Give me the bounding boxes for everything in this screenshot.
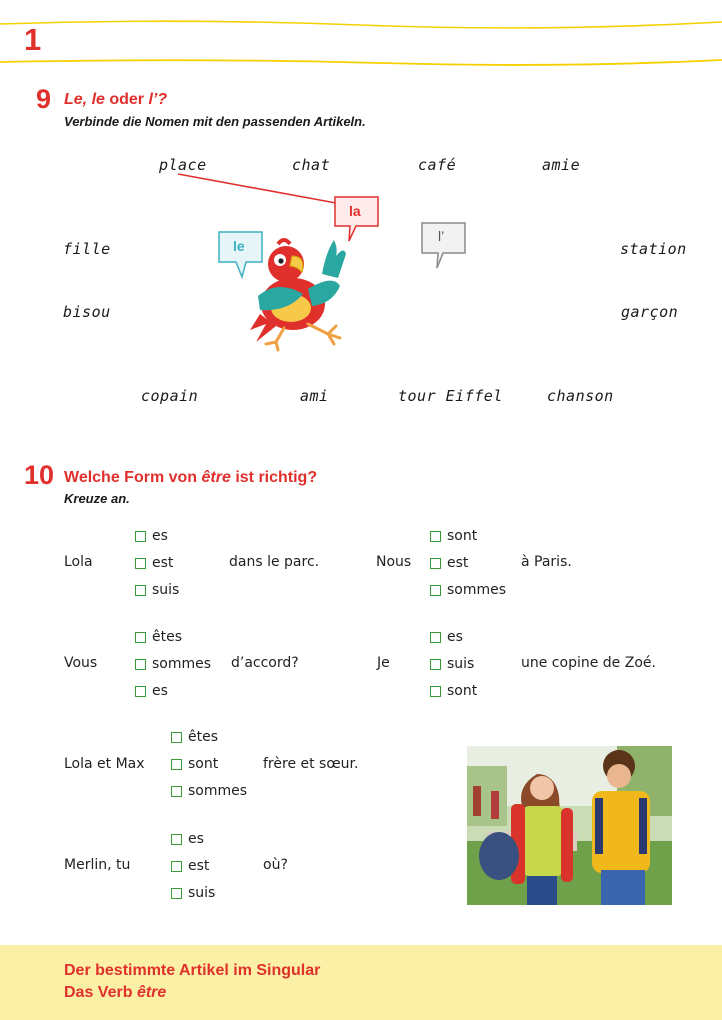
exercise-10-instruction: Kreuze an. bbox=[64, 491, 130, 506]
exercise-10-number: 10 bbox=[24, 460, 55, 490]
checkbox-icon[interactable] bbox=[171, 759, 182, 770]
noun-station[interactable]: station bbox=[620, 240, 687, 258]
option-checkbox[interactable] bbox=[171, 755, 247, 773]
option-checkbox[interactable] bbox=[171, 884, 215, 902]
option-checkbox[interactable] bbox=[171, 857, 215, 875]
option-label: êtes bbox=[188, 729, 219, 745]
checkbox-icon[interactable] bbox=[135, 686, 146, 697]
exercise-9-number: 9 bbox=[36, 84, 52, 114]
option-label: sont bbox=[447, 683, 478, 699]
checkbox-icon[interactable] bbox=[171, 888, 182, 899]
checkbox-icon[interactable] bbox=[135, 558, 146, 569]
option-checkbox[interactable] bbox=[135, 527, 179, 545]
noun-ami[interactable]: ami bbox=[300, 387, 329, 405]
parrot-illustration bbox=[248, 234, 363, 354]
title-part: l’? bbox=[148, 91, 168, 108]
option-label: est bbox=[152, 555, 174, 571]
option-checkbox[interactable] bbox=[171, 782, 247, 800]
checkbox-icon[interactable] bbox=[171, 732, 182, 743]
checkbox-icon[interactable] bbox=[430, 531, 441, 542]
checkbox-icon[interactable] bbox=[430, 632, 441, 643]
option-label: sommes bbox=[188, 783, 248, 799]
title-part: ist richtig? bbox=[230, 469, 318, 486]
noun-chanson[interactable]: chanson bbox=[547, 387, 614, 405]
checkbox-icon[interactable] bbox=[430, 585, 441, 596]
subject-label: Nous bbox=[376, 554, 412, 570]
sentence-rest: d’accord? bbox=[231, 655, 299, 671]
footer-topic-2-text: Das Verb bbox=[64, 984, 137, 1001]
option-label: est bbox=[447, 555, 469, 571]
option-group bbox=[430, 527, 506, 599]
title-part: oder bbox=[104, 91, 149, 108]
option-label: sommes bbox=[152, 656, 212, 672]
subject-label: Lola et Max bbox=[64, 756, 145, 772]
option-checkbox[interactable] bbox=[430, 628, 477, 646]
option-label: es bbox=[152, 528, 168, 544]
page-number: 1 bbox=[24, 22, 42, 57]
students-photo bbox=[467, 746, 672, 905]
option-checkbox[interactable] bbox=[430, 655, 477, 673]
sentence-rest: où? bbox=[263, 857, 288, 873]
checkbox-icon[interactable] bbox=[135, 659, 146, 670]
subject-label: Merlin, tu bbox=[64, 857, 131, 873]
option-group bbox=[430, 628, 477, 700]
option-label: est bbox=[188, 858, 210, 874]
option-label: sont bbox=[188, 756, 219, 772]
title-part: Welche Form von bbox=[64, 469, 202, 486]
option-checkbox[interactable] bbox=[430, 581, 506, 599]
option-checkbox[interactable] bbox=[171, 728, 247, 746]
option-label: es bbox=[188, 831, 204, 847]
option-checkbox[interactable] bbox=[430, 682, 477, 700]
footer-topic-2 bbox=[64, 984, 166, 1002]
noun-copain[interactable]: copain bbox=[141, 387, 199, 405]
noun-bisou[interactable]: bisou bbox=[63, 303, 111, 321]
option-label: êtes bbox=[152, 629, 183, 645]
sentence-rest: une copine de Zoé. bbox=[521, 655, 656, 671]
option-group bbox=[171, 830, 215, 902]
option-label: suis bbox=[447, 656, 475, 672]
exercise-9-instruction: Verbinde die Nomen mit den passenden Artikeln. bbox=[64, 114, 366, 129]
option-label: sommes bbox=[447, 582, 507, 598]
subject-label: Je bbox=[377, 655, 390, 671]
option-label: es bbox=[152, 683, 168, 699]
option-checkbox[interactable] bbox=[430, 554, 506, 572]
exercise-10-title bbox=[64, 469, 317, 487]
checkbox-icon[interactable] bbox=[430, 659, 441, 670]
option-checkbox[interactable] bbox=[135, 581, 179, 599]
option-label: suis bbox=[188, 885, 216, 901]
sentence-rest: dans le parc. bbox=[229, 554, 320, 570]
option-group bbox=[171, 728, 247, 800]
checkbox-icon[interactable] bbox=[135, 531, 146, 542]
checkbox-icon[interactable] bbox=[135, 632, 146, 643]
option-group bbox=[135, 628, 211, 700]
checkbox-icon[interactable] bbox=[135, 585, 146, 596]
sentence-rest: frère et sœur. bbox=[263, 756, 359, 772]
subject-label: Vous bbox=[64, 655, 98, 671]
footer-topic-2-verb: être bbox=[136, 984, 167, 1001]
footer-topic-1: Der bestimmte Artikel im Singular bbox=[64, 962, 321, 979]
title-part: Le, le bbox=[64, 91, 105, 108]
checkbox-icon[interactable] bbox=[430, 558, 441, 569]
noun-amie[interactable]: amie bbox=[542, 156, 581, 174]
noun-cafe[interactable]: café bbox=[418, 156, 457, 174]
checkbox-icon[interactable] bbox=[171, 834, 182, 845]
noun-place[interactable]: place bbox=[159, 156, 207, 174]
option-label: es bbox=[447, 629, 463, 645]
subject-label: Lola bbox=[64, 554, 93, 570]
footer-bar bbox=[0, 945, 722, 1020]
sentence-rest: à Paris. bbox=[521, 554, 572, 570]
option-label: sont bbox=[447, 528, 478, 544]
option-checkbox[interactable] bbox=[171, 830, 215, 848]
article-l: l’ bbox=[438, 228, 445, 244]
option-checkbox[interactable] bbox=[135, 682, 211, 700]
article-le: le bbox=[233, 238, 245, 254]
article-la: la bbox=[349, 203, 361, 219]
option-group bbox=[135, 527, 179, 599]
option-checkbox[interactable] bbox=[135, 655, 211, 673]
option-checkbox[interactable] bbox=[135, 628, 211, 646]
noun-chat[interactable]: chat bbox=[292, 156, 331, 174]
noun-tour-eiffel[interactable]: tour Eiffel bbox=[398, 387, 503, 405]
option-checkbox[interactable] bbox=[430, 527, 506, 545]
option-label: suis bbox=[152, 582, 180, 598]
title-part: être bbox=[201, 469, 231, 486]
noun-fille[interactable]: fille bbox=[63, 240, 111, 258]
noun-garcon[interactable]: garçon bbox=[621, 303, 679, 321]
checkbox-icon[interactable] bbox=[171, 861, 182, 872]
option-checkbox[interactable] bbox=[135, 554, 179, 572]
checkbox-icon[interactable] bbox=[430, 686, 441, 697]
checkbox-icon[interactable] bbox=[171, 786, 182, 797]
